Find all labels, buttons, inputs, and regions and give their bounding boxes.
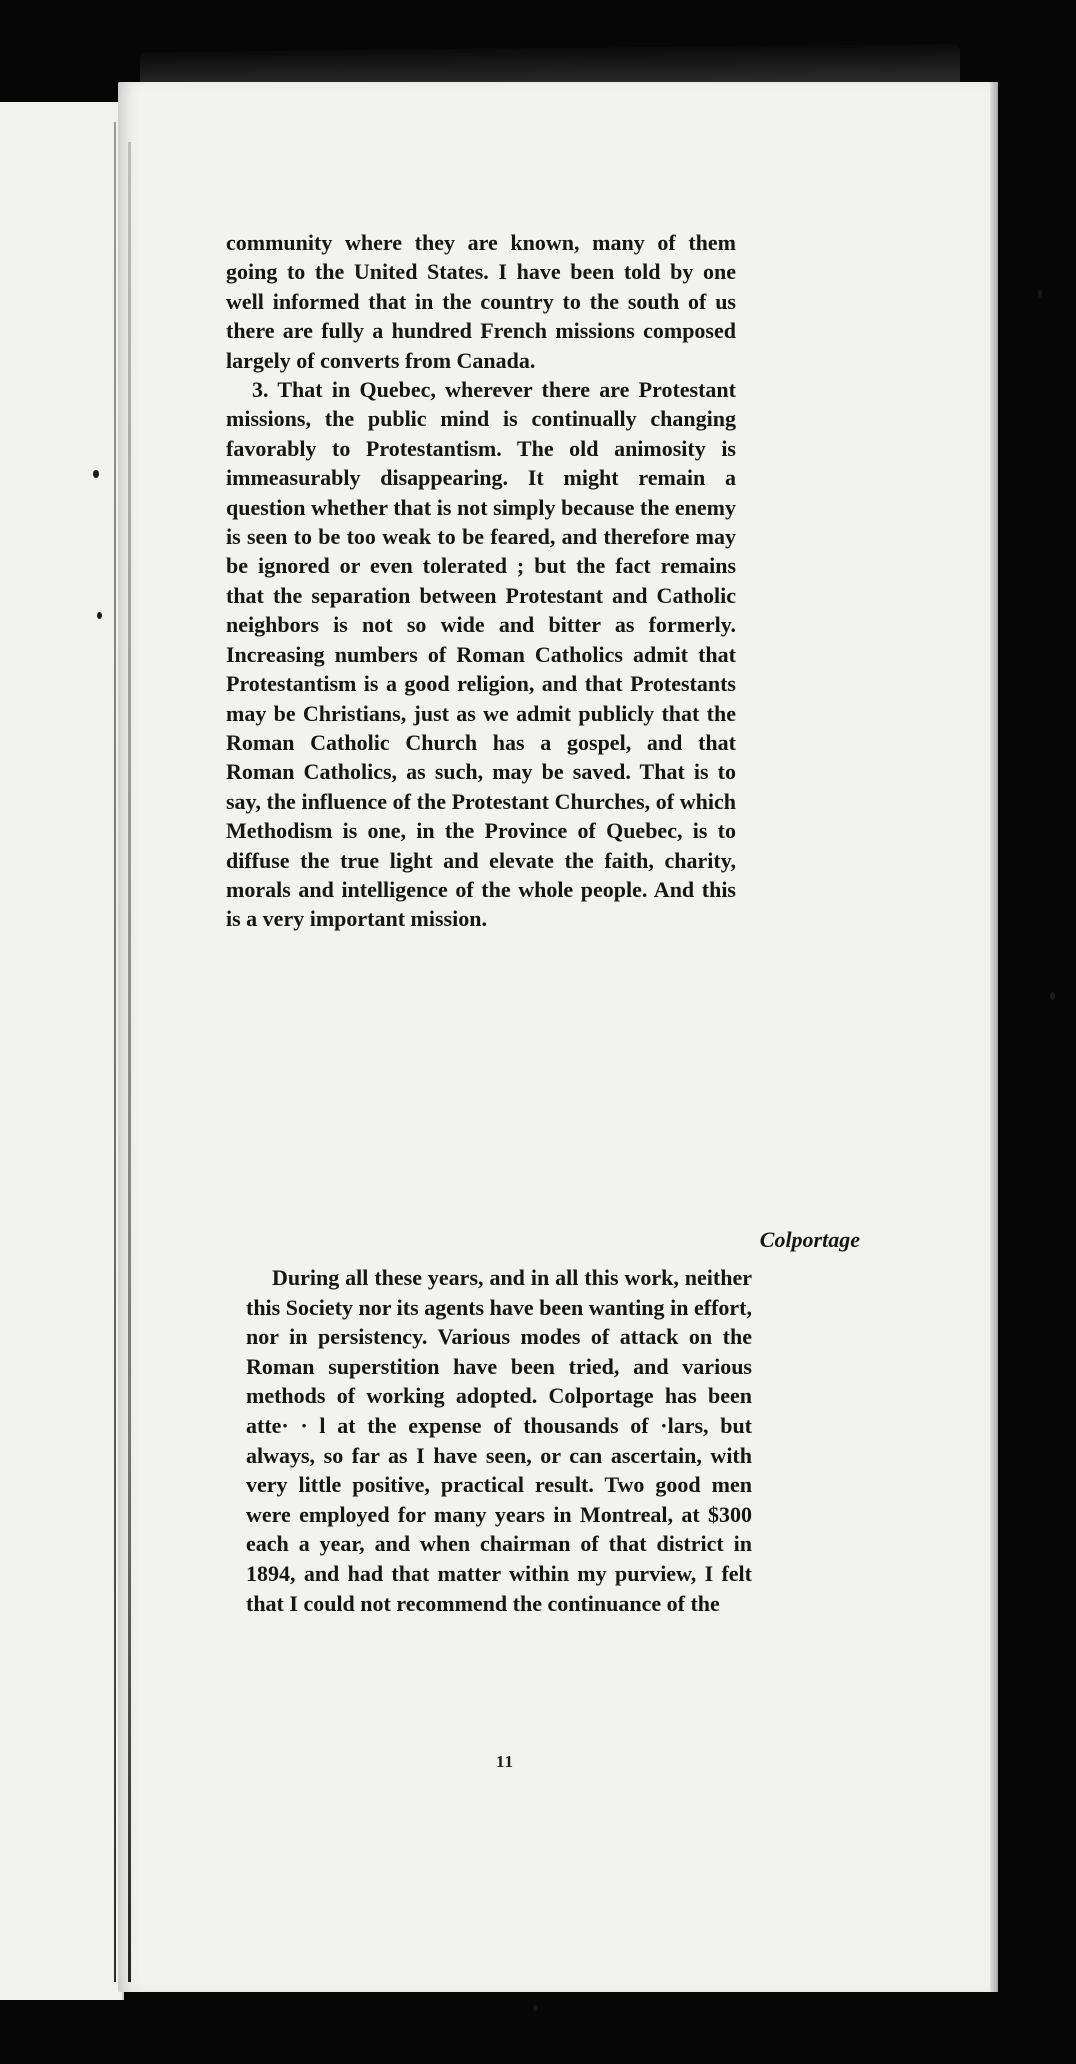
- side-heading-colportage: Colportage: [759, 1227, 860, 1252]
- scan-speck: [97, 612, 102, 619]
- scan-speck: [93, 470, 99, 478]
- scan-speck: [1038, 290, 1042, 297]
- page-number: 11: [495, 1752, 515, 1771]
- paragraph-2: 3. That in Quebec, wherever there are Protestant missions, the public mind is continually changing favorably to Protestantism. The old animosity is immeasurably disappearing. It might remain a question whether that is not simply because the enemy is seen to be too weak to be feared, and therefore may be ignored or even tolerated ; but the fact remains that the separation between Protestant and Catholic neighbors is not so wide and bitter as formerly. Increasing numbers of Roman Catholics admit that Protestantism is a good religion, and that Protestants may be Christians, just as we admit publicly that the Roman Catholic Church has a gospel, and that Roman Catholics, as such, may be saved. That is to say, the influence of the Protestant Churches, of which Methodism is one, in the Province of Quebec, is to diffuse the true light and elevate the faith, charity, morals and intelligence of the whole people. And this is a very important mission.: [226, 377, 736, 932]
- scan-speck: [533, 2005, 538, 2011]
- binding-line: [114, 122, 116, 1982]
- left-page-fragment: [0, 102, 124, 2000]
- paragraph-1: community where they are known, many of them going to the United States. I have been told by one well informed that in the country to the south of us there are fully a hundred French missions composed largely of converts from Canada.: [226, 230, 736, 373]
- paragraph-3: During all these years, and in all this work, neither this Society nor its agents have been wanting in effort, nor in persistency. Various modes of attack on the Roman superstition have been tried, and various methods of working adopted. Colportage has been atte· · l at the expense of thousands of ·lars, but always, so far as I have seen, or can ascertain, with very little positive, practical result. Two good men were employed for many years in Montreal, at $300 each a year, and when chairman of that district in 1894, and had that matter within my purview, I felt that I could not recommend the continuance of the: [246, 1265, 752, 1616]
- page-spine-edge: [128, 142, 131, 1982]
- scan-speck: [1050, 992, 1055, 1000]
- body-text-lower: [246, 1263, 752, 1618]
- body-text-upper: [226, 228, 736, 934]
- page-right-edge: [990, 82, 998, 1992]
